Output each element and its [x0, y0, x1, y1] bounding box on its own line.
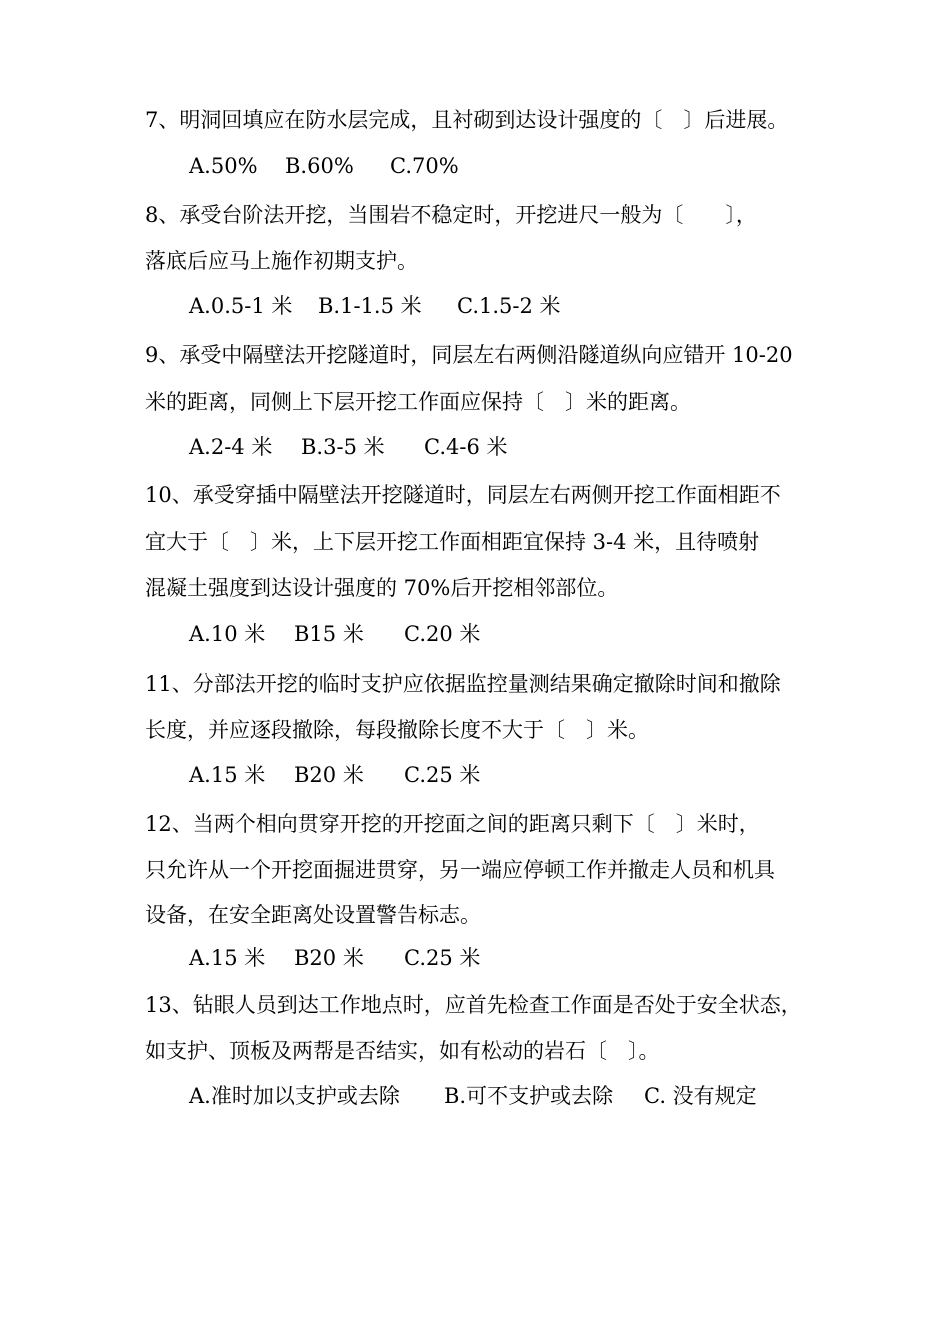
question-11-options — [189, 760, 480, 790]
question-13-line-2: 如支护、顶板及两帮是否结实，如有松动的岩石〔 〕。 — [145, 1039, 660, 1063]
question-8-line-1: 8、承受台阶法开挖，当围岩不稳定时，开挖进尺一般为〔 〕， — [145, 203, 757, 227]
option-c: C.20 米 — [404, 622, 481, 646]
question-11-line-2: 长度，并应逐段撤除，每段撤除长度不大于〔 〕米。 — [145, 718, 649, 742]
option-b: B15 米 — [294, 622, 364, 646]
question-13-line-1: 13、钻眼人员到达工作地点时，应首先检查工作面是否处于安全状态， — [145, 993, 802, 1017]
question-8-options — [189, 291, 561, 321]
option-a: A.15 米 — [189, 946, 266, 970]
option-b: B20 米 — [294, 763, 364, 787]
question-9-options — [189, 432, 508, 462]
question-8-line-2: 落底后应马上施作初期支护。 — [145, 249, 418, 273]
question-7-options — [189, 151, 459, 181]
option-b: B.60% — [285, 154, 354, 178]
question-7-line-1: 7、明洞回填应在防水层完成，且衬砌到达设计强度的〔 〕后进展。 — [145, 108, 789, 132]
question-9-line-1: 9、承受中隔壁法开挖隧道时，同层左右两侧沿隧道纵向应错开 10-20 — [145, 343, 793, 367]
option-c: C.25 米 — [404, 946, 481, 970]
option-b: B.1-1.5 米 — [318, 294, 422, 318]
option-c: C.4-6 米 — [424, 435, 508, 459]
option-c: C.1.5-2 米 — [457, 294, 561, 318]
option-c: C. 没有规定 — [644, 1084, 757, 1108]
option-a: A.15 米 — [189, 763, 266, 787]
question-10-line-1: 10、承受穿插中隔壁法开挖隧道时，同层左右两侧开挖工作面相距不 — [145, 483, 781, 507]
option-b: B20 米 — [294, 946, 364, 970]
option-a: A.2-4 米 — [189, 435, 273, 459]
question-9-line-2: 米的距离，同侧上下层开挖工作面应保持〔 〕米的距离。 — [145, 390, 691, 414]
question-11-line-1: 11、分部法开挖的临时支护应依据监控量测结果确定撤除时间和撤除 — [145, 672, 781, 696]
question-12-line-1: 12、当两个相向贯穿开挖的开挖面之间的距离只剩下〔 〕米时， — [145, 812, 760, 836]
question-10-line-3: 混凝土强度到达设计强度的 70%后开挖相邻部位。 — [145, 576, 619, 600]
option-a: A.0.5-1 米 — [189, 294, 293, 318]
option-a: A.准时加以支护或去除 — [189, 1084, 400, 1108]
option-a: A.10 米 — [189, 622, 266, 646]
option-c: C.70% — [390, 154, 459, 178]
question-10-line-2: 宜大于〔 〕米，上下层开挖工作面相距宜保持 3-4 米，且待喷射 — [145, 530, 760, 554]
question-12-options — [189, 943, 480, 973]
question-12-line-3: 设备，在安全距离处设置警告标志。 — [145, 903, 481, 927]
question-10-options — [189, 619, 480, 649]
option-a: A.50% — [189, 154, 258, 178]
question-12-line-2: 只允许从一个开挖面掘进贯穿，另一端应停顿工作并撤走人员和机具 — [145, 858, 775, 882]
question-13-options — [189, 1081, 757, 1111]
option-b: B.3-5 米 — [301, 435, 385, 459]
option-c: C.25 米 — [404, 763, 481, 787]
option-b: B.可不支护或去除 — [444, 1084, 614, 1108]
